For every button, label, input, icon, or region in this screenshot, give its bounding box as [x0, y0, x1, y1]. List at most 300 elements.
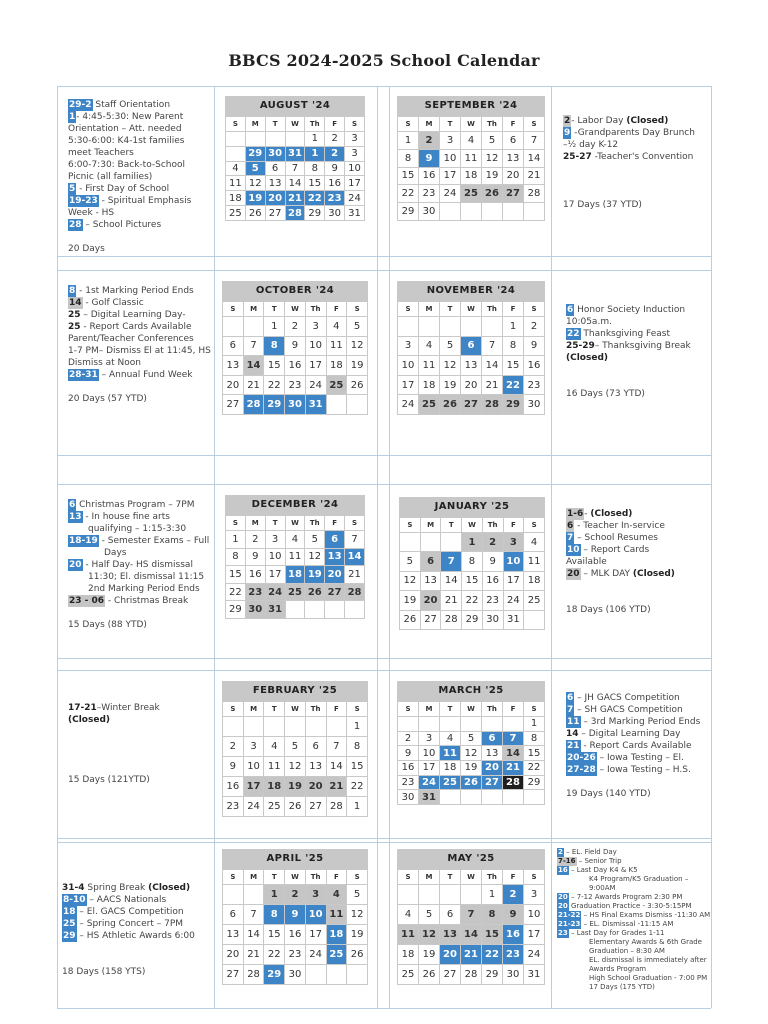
weekday-label: T: [441, 518, 462, 533]
empty-day-cell: [503, 203, 524, 221]
day-cell: 29: [524, 775, 545, 790]
note-text: – School Resumes: [574, 533, 658, 543]
weekday-label: W: [285, 516, 305, 531]
note-text: - Report Cards Available: [80, 322, 192, 332]
day-cell: 28: [326, 797, 347, 817]
day-cell: 26: [419, 965, 440, 985]
day-cell: 12: [400, 571, 421, 590]
month-table: [222, 301, 368, 415]
day-cell: 4: [419, 336, 440, 356]
day-cell: 28: [243, 395, 264, 415]
day-cell: 7: [243, 336, 264, 356]
week-row: [398, 760, 545, 775]
day-cell: 6: [420, 552, 441, 571]
day-cell: 9: [285, 905, 306, 925]
note-line: [68, 369, 213, 381]
weekday-label: T: [265, 117, 285, 132]
empty-day-cell: [461, 717, 482, 732]
day-cell: 7: [243, 905, 264, 925]
spacer: [68, 231, 213, 243]
calendar-may-2025: [397, 849, 545, 985]
day-cell: 13: [503, 149, 524, 167]
day-cell: 14: [285, 176, 305, 191]
note-line: [557, 866, 709, 875]
day-cell: 11: [264, 757, 285, 777]
day-cell: 29: [305, 206, 325, 221]
day-cell: 3: [524, 885, 545, 905]
grid-line: [57, 1008, 711, 1009]
note-line: [557, 956, 709, 965]
week-row: [226, 583, 365, 601]
weekday-label: T: [264, 870, 285, 885]
notes-november: [566, 304, 709, 400]
note-line: [68, 547, 213, 559]
spacer: [62, 942, 213, 954]
grid-line: [57, 270, 711, 271]
weekday-label: W: [285, 702, 306, 717]
day-cell: 3: [345, 146, 365, 161]
day-cell: 15: [398, 167, 419, 185]
empty-day-cell: [441, 533, 462, 552]
day-cell: 18: [326, 356, 347, 376]
day-cell: 10: [305, 905, 326, 925]
month-grid: [397, 869, 545, 985]
day-cell: 6: [325, 531, 345, 549]
notes-december: [68, 499, 213, 631]
note-line: [563, 151, 709, 163]
day-cell: 15: [305, 176, 325, 191]
day-cell: 14: [243, 356, 264, 376]
day-cell: 18: [461, 167, 482, 185]
day-cell: 21: [503, 760, 524, 775]
empty-day-cell: [419, 317, 440, 337]
week-row: [398, 746, 545, 761]
weekday-label: F: [503, 117, 524, 132]
weekday-row: [223, 870, 368, 885]
day-cell: 19: [400, 591, 421, 610]
day-cell: 8: [462, 552, 483, 571]
day-cell: 24: [419, 775, 440, 790]
day-cell: 26: [482, 185, 503, 203]
day-cell: 27: [305, 797, 326, 817]
day-cell: 24: [398, 395, 419, 415]
day-cell: 20: [420, 591, 441, 610]
weekday-label: M: [420, 518, 441, 533]
note-text: 1-7 PM– Dismiss El at 11:45, HS: [68, 346, 211, 356]
weekday-label: W: [462, 518, 483, 533]
week-row: [226, 161, 365, 176]
note-text: – Digital Learning Day-: [80, 310, 186, 320]
date-tag: 7-16: [558, 857, 576, 865]
day-cell: 19: [305, 566, 325, 584]
weekday-label: W: [461, 702, 482, 717]
day-cell: 22: [347, 777, 368, 797]
day-cell: 21: [326, 777, 347, 797]
weekday-label: S: [226, 117, 246, 132]
note-text: – Digital Learning Day: [578, 729, 681, 739]
spacer: [563, 175, 709, 187]
note-text: – JH GACS Competition: [574, 693, 680, 703]
empty-day-cell: [398, 717, 419, 732]
grid-line: [57, 838, 711, 839]
week-row: [398, 375, 545, 395]
day-cell: 29: [398, 203, 419, 221]
day-cell: 10: [265, 548, 285, 566]
day-cell: 31: [265, 601, 285, 619]
week-row: [398, 132, 545, 150]
note-line: [557, 893, 709, 902]
day-cell: 30: [503, 965, 524, 985]
note-line: [566, 316, 709, 328]
month-header: NOVEMBER '24: [397, 281, 545, 301]
day-cell: 9: [245, 548, 265, 566]
day-cell: 13: [305, 757, 326, 777]
note-line: [68, 285, 213, 297]
note-text: 19 Days (140 YTD): [566, 789, 651, 799]
weekday-label: F: [503, 518, 524, 533]
day-cell: 7: [326, 737, 347, 757]
day-cell: 16: [398, 760, 419, 775]
note-text: 15 Days (88 YTD): [68, 620, 147, 630]
day-cell: 12: [440, 356, 461, 376]
day-cell: 7: [441, 552, 462, 571]
date-bold: (Closed): [68, 715, 111, 725]
day-cell: 1: [264, 885, 285, 905]
note-text: - Semester Exams – Full: [98, 536, 210, 546]
day-cell: 25: [285, 583, 305, 601]
day-cell: 18: [440, 760, 461, 775]
day-cell: 14: [461, 925, 482, 945]
day-cell: 13: [325, 548, 345, 566]
empty-day-cell: [420, 533, 441, 552]
note-text: K4 Program/K5 Graduation –: [589, 875, 689, 883]
day-cell: 4: [285, 531, 305, 549]
empty-day-cell: [345, 601, 365, 619]
note-text: Thanksgiving Feast: [580, 329, 670, 339]
date-tag: 25: [63, 919, 76, 929]
day-cell: 28: [461, 965, 482, 985]
note-text: – Last Day K4 & K5: [568, 866, 638, 874]
day-cell: 5: [245, 161, 265, 176]
weekday-label: S: [347, 702, 368, 717]
note-text: – Report Cards: [580, 545, 650, 555]
day-cell: 29: [226, 601, 246, 619]
week-row: [223, 797, 368, 817]
note-text: Week - HS: [68, 208, 115, 218]
day-cell: 22: [264, 375, 285, 395]
day-cell: 30: [285, 965, 306, 985]
month-grid: [399, 517, 545, 630]
grid-line: [711, 86, 712, 1008]
note-line: [566, 604, 709, 616]
weekday-row: [226, 516, 365, 531]
day-cell: 23: [325, 191, 345, 206]
day-cell: 7: [285, 161, 305, 176]
empty-day-cell: [245, 132, 265, 147]
weekday-label: S: [347, 302, 368, 317]
note-line: [68, 714, 213, 726]
weekday-label: M: [243, 302, 264, 317]
note-text: Graduation – 8:30 AM: [589, 947, 665, 955]
week-row: [226, 206, 365, 221]
empty-day-cell: [285, 132, 305, 147]
week-row: [223, 945, 368, 965]
note-line: [557, 875, 709, 884]
day-cell: 16: [325, 176, 345, 191]
day-cell: 22: [503, 375, 524, 395]
day-cell: 2: [325, 146, 345, 161]
empty-day-cell: [243, 717, 264, 737]
day-cell: 17: [265, 566, 285, 584]
day-cell: 21: [461, 945, 482, 965]
day-cell: 3: [305, 317, 326, 337]
weekday-label: S: [398, 117, 419, 132]
day-cell: 28: [524, 185, 545, 203]
day-cell: 11: [285, 548, 305, 566]
month-grid: [397, 116, 545, 221]
day-cell: 2: [245, 531, 265, 549]
empty-day-cell: [440, 717, 461, 732]
week-row: [226, 191, 365, 206]
week-row: [223, 375, 368, 395]
date-tag: 29: [63, 931, 76, 941]
grid-line: [57, 86, 711, 87]
weekday-label: M: [419, 117, 440, 132]
day-cell: 25: [419, 395, 440, 415]
weekday-label: Th: [482, 117, 503, 132]
day-cell: 24: [265, 583, 285, 601]
note-line: [68, 297, 213, 309]
day-cell: 31: [345, 206, 365, 221]
date-tag: 20: [558, 893, 568, 901]
empty-day-cell: [305, 965, 326, 985]
weekday-label: S: [524, 870, 545, 885]
day-cell: 23: [285, 375, 306, 395]
day-cell: 15: [482, 925, 503, 945]
weekday-label: S: [398, 702, 419, 717]
weekday-label: M: [419, 702, 440, 717]
weekday-label: F: [326, 870, 347, 885]
day-cell: 24: [440, 185, 461, 203]
empty-day-cell: [285, 601, 305, 619]
note-text: Available: [566, 557, 607, 567]
day-cell: 4: [326, 885, 347, 905]
date-bold: 25-29: [566, 341, 595, 351]
note-text: –½ day K-12: [563, 140, 619, 150]
day-cell: 30: [265, 146, 285, 161]
grid-line: [57, 455, 711, 456]
day-cell: 6: [503, 132, 524, 150]
day-cell: 27: [265, 206, 285, 221]
empty-day-cell: [524, 610, 545, 629]
weekday-label: T: [264, 302, 285, 317]
empty-day-cell: [419, 717, 440, 732]
note-text: -Grandparents Day Brunch: [571, 128, 695, 138]
day-cell: 6: [461, 336, 482, 356]
empty-day-cell: [440, 203, 461, 221]
note-text: 17 Days (37 YTD): [563, 200, 642, 210]
day-cell: 13: [223, 356, 244, 376]
note-text: – Annual Fund Week: [98, 370, 193, 380]
day-cell: 28: [243, 965, 264, 985]
day-cell: 20: [482, 760, 503, 775]
day-cell: 1: [482, 885, 503, 905]
day-cell: 27: [461, 395, 482, 415]
empty-day-cell: [226, 146, 246, 161]
day-cell: 17: [345, 176, 365, 191]
day-cell: 23: [398, 775, 419, 790]
day-cell: 13: [461, 356, 482, 376]
date-tag: 1: [69, 112, 76, 122]
weekday-label: S: [345, 117, 365, 132]
spacer: [566, 776, 709, 788]
closed-label: (Closed): [590, 509, 633, 519]
weekday-label: S: [524, 302, 545, 317]
day-cell: 19: [285, 777, 306, 797]
day-cell: 3: [243, 737, 264, 757]
spacer: [563, 187, 709, 199]
note-text: 17 Days (175 YTD): [589, 983, 655, 991]
day-cell: 8: [524, 731, 545, 746]
day-cell: 27: [420, 610, 441, 629]
note-line: [563, 139, 709, 151]
day-cell: 16: [223, 777, 244, 797]
note-line: [68, 511, 213, 523]
closed-label: (Closed): [626, 116, 669, 126]
day-cell: 24: [524, 945, 545, 965]
weekday-row: [226, 117, 365, 132]
week-row: [223, 737, 368, 757]
note-text: -: [584, 509, 591, 519]
note-line: [566, 788, 709, 800]
day-cell: 8: [264, 905, 285, 925]
weekday-label: F: [503, 702, 524, 717]
week-row: [223, 356, 368, 376]
grid-line: [57, 842, 711, 843]
note-text: - Christmas Break: [105, 596, 189, 606]
note-text: - Spiritual Emphasis: [98, 196, 192, 206]
month-table: [397, 116, 545, 221]
day-cell: 25: [440, 775, 461, 790]
weekday-label: Th: [305, 302, 326, 317]
day-cell: 15: [503, 356, 524, 376]
note-line: [68, 183, 213, 195]
month-grid: [222, 869, 368, 985]
note-line: [68, 99, 213, 111]
date-tag: 23: [558, 929, 568, 937]
empty-day-cell: [223, 317, 244, 337]
weekday-label: Th: [305, 702, 326, 717]
day-cell: 13: [265, 176, 285, 191]
day-cell: 29: [264, 395, 285, 415]
weekday-label: S: [400, 518, 421, 533]
spacer: [68, 750, 213, 762]
day-cell: 26: [305, 583, 325, 601]
weekday-row: [398, 117, 545, 132]
day-cell: 28: [345, 583, 365, 601]
note-text: 20 Days: [68, 244, 105, 254]
day-cell: 10: [345, 161, 365, 176]
day-cell: 28: [285, 206, 305, 221]
calendar-november-2024: [397, 281, 545, 415]
day-cell: 16: [245, 566, 265, 584]
week-row: [398, 203, 545, 221]
day-cell: 8: [482, 905, 503, 925]
note-line: [566, 328, 709, 340]
note-line: [566, 340, 709, 352]
weekday-label: F: [326, 302, 347, 317]
day-cell: 27: [440, 965, 461, 985]
month-grid: [222, 301, 368, 415]
empty-day-cell: [482, 717, 503, 732]
note-line: [62, 882, 213, 894]
day-cell: 22: [524, 760, 545, 775]
week-row: [226, 531, 365, 549]
day-cell: 30: [285, 395, 306, 415]
week-row: [398, 149, 545, 167]
note-line: [68, 535, 213, 547]
day-cell: 26: [461, 775, 482, 790]
notes-may: [557, 848, 709, 992]
grid-line: [57, 256, 711, 257]
day-cell: 16: [419, 167, 440, 185]
spacer: [563, 163, 709, 175]
note-line: [68, 702, 213, 714]
month-header: SEPTEMBER '24: [397, 96, 545, 116]
note-text: - First Day of School: [76, 184, 170, 194]
day-cell: 24: [345, 191, 365, 206]
month-table: [397, 301, 545, 415]
date-tag: 14: [69, 298, 82, 308]
date-tag: 2: [564, 116, 571, 126]
spacer: [68, 726, 213, 738]
weekday-label: W: [285, 870, 306, 885]
day-cell: 18: [226, 191, 246, 206]
note-text: 6:00-7:30: Back-to-School: [68, 160, 185, 170]
month-table: [399, 517, 545, 630]
empty-day-cell: [461, 885, 482, 905]
day-cell: 17: [398, 375, 419, 395]
day-cell: 10: [503, 552, 524, 571]
weekday-label: M: [243, 702, 264, 717]
day-cell: 5: [400, 552, 421, 571]
weekday-label: Th: [482, 302, 503, 317]
day-cell: 21: [243, 945, 264, 965]
week-row: [226, 601, 365, 619]
note-text: -Teacher's Convention: [591, 152, 694, 162]
empty-day-cell: [482, 790, 503, 805]
day-cell: 2: [482, 533, 503, 552]
note-line: [68, 309, 213, 321]
day-cell: 8: [347, 737, 368, 757]
note-text: 16 Days (73 YTD): [566, 389, 645, 399]
note-text: Christmas Program – 7PM: [76, 500, 195, 510]
empty-day-cell: [398, 885, 419, 905]
day-cell: 31: [305, 395, 326, 415]
empty-day-cell: [264, 717, 285, 737]
notes-january: [566, 508, 709, 616]
note-line: [557, 974, 709, 983]
weekday-row: [223, 302, 368, 317]
day-cell: 10: [419, 746, 440, 761]
note-line: [563, 115, 709, 127]
note-text: - Teacher In-service: [574, 521, 665, 531]
day-cell: 5: [347, 885, 368, 905]
note-line: [557, 965, 709, 974]
weekday-row: [398, 702, 545, 717]
day-cell: 26: [245, 206, 265, 221]
note-text: –Winter Break: [96, 703, 160, 713]
